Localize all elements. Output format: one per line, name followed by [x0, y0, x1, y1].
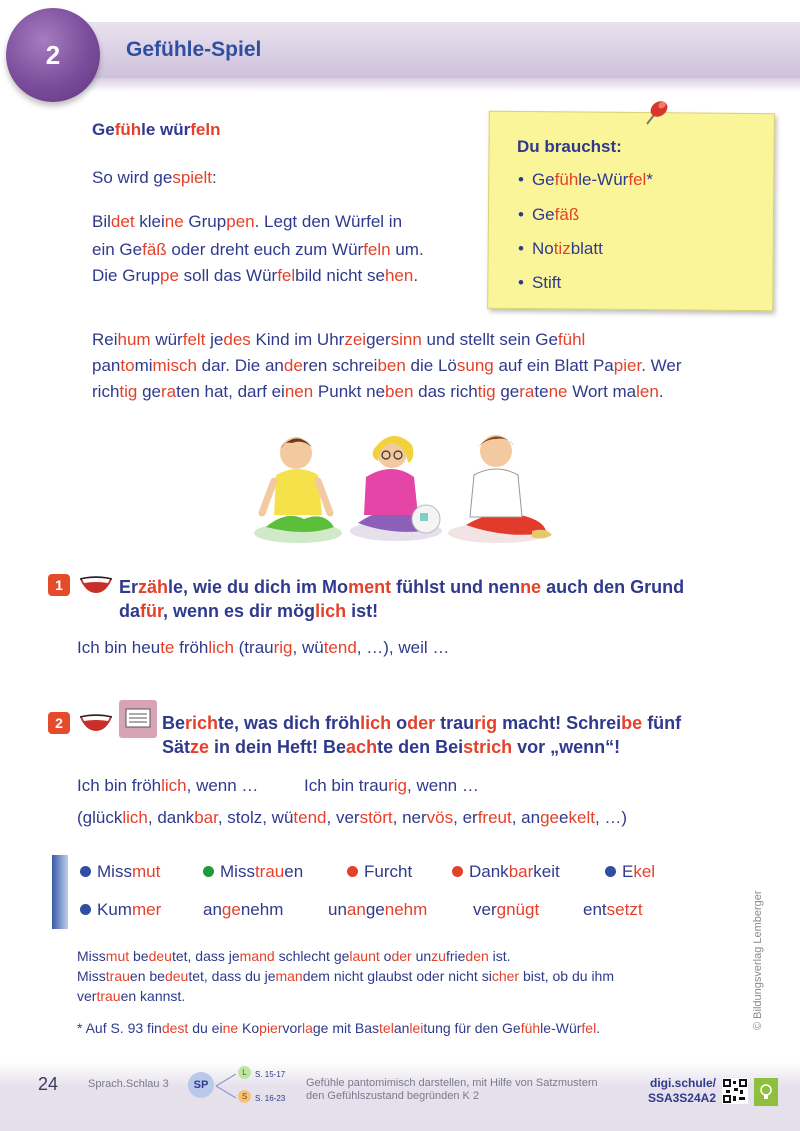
qr-code-icon[interactable]: [722, 1078, 748, 1104]
instruction-line: Bildet kleine Gruppen. Legt den Würfel in: [92, 212, 403, 231]
sp-badge: SP: [188, 1072, 214, 1098]
task-instruction: Sätze in dein Heft! Beachte den Beistrich vor „wenn“!: [162, 737, 621, 757]
instruction-line: Die Gruppe soll das Würfelbild nicht sehen.: [92, 266, 419, 285]
list-item: • Gefäß: [518, 205, 580, 224]
word-label: angenehm: [203, 900, 284, 919]
word-chip: [347, 862, 412, 882]
word-chip: [80, 900, 161, 920]
footer-description: [306, 1077, 598, 1103]
explanation-line: vertrauen kannst.: [77, 988, 186, 1004]
word-label: Ekel: [622, 862, 656, 881]
word-label: Missmut: [97, 862, 161, 881]
word-chip: [583, 900, 643, 920]
speaking-mouth-icon: [78, 573, 114, 595]
word-chip: [473, 900, 539, 920]
list-item: • Stift: [518, 273, 562, 292]
list-item: • Gefühle-Würfel*: [518, 170, 653, 189]
word-box-bar: [52, 855, 68, 929]
color-dot-icon: [203, 866, 214, 877]
digi-code: SSA3S24A2: [647, 1091, 716, 1105]
chapter-number: 2: [45, 40, 61, 70]
color-dot-icon: [80, 866, 91, 877]
task-number-badge: 1: [48, 574, 70, 596]
pushpin-icon: [637, 96, 673, 132]
word-label: unangenehm: [328, 900, 428, 919]
rules-line: richtig geraten hat, darf einen Punkt neben das richtig geratene Wort malen.: [92, 382, 664, 401]
footer-description-line: den Gefühlszustand begründen K 2: [306, 1090, 480, 1102]
arrow-icons: [214, 1070, 240, 1104]
list-item-label: Gefäß: [531, 205, 580, 224]
explanation-line: Misstrauen bedeutet, dass du jemandem nicht glaubst oder nicht sicher bist, ob du ihm: [77, 968, 614, 984]
l-reference: S. 15-17: [255, 1070, 286, 1079]
rules-line: Reihum würfelt jedes Kind im Uhrzeigersinn und stellt sein Gefühl: [92, 330, 586, 349]
s-badge: S: [238, 1090, 251, 1103]
word-label: Dankbarkeit: [469, 862, 560, 881]
word-label: vergnügt: [473, 900, 540, 919]
digi-link[interactable]: [646, 1076, 716, 1106]
speaking-mouth-icon: [78, 711, 114, 733]
task-instruction: Erzähle, wie du dich im Moment fühlst und nenne auch den Grund: [119, 577, 685, 597]
footnote: * Auf S. 93 findest du eine Kopiervorlage mit Bastelanleitung für den Gefühle-Würfel.: [77, 1020, 601, 1036]
feelings-examples: (glücklich, dankbar, stolz, wütend, verstört, nervös, erfreut, angeekelt, …): [77, 808, 628, 827]
sentence-pattern: Ich bin traurig, wenn …: [304, 776, 479, 795]
note-title: Du brauchst:: [517, 137, 622, 156]
s-reference: S. 16-23: [255, 1094, 286, 1103]
word-chip: [605, 862, 655, 882]
color-dot-icon: [80, 904, 91, 915]
list-item-label: Notizblatt: [531, 239, 603, 258]
task-instruction: Berichte, was dich fröhlich oder traurig macht! Schreibe fünf: [162, 713, 682, 733]
sentence-pattern: Ich bin heute fröhlich (traurig, wütend, …), weil …: [77, 638, 450, 657]
notebook-icon: [119, 700, 157, 738]
digi-link-line: digi.schule/: [649, 1076, 716, 1090]
color-dot-icon: [452, 866, 463, 877]
app-icon[interactable]: [754, 1078, 778, 1106]
book-title: Sprach.Schlau 3: [88, 1078, 169, 1090]
sentence-pattern: Ich bin fröhlich, wenn …: [77, 776, 259, 795]
copyright-text: © Bildungsverlag Lemberger: [752, 890, 764, 1030]
list-item-label: Gefühle-Würfel*: [531, 170, 653, 189]
rules-line: pantomimisch dar. Die anderen schreiben die Lösung auf ein Blatt Papier. Wer: [92, 356, 682, 375]
color-dot-icon: [605, 866, 616, 877]
word-chip: [203, 900, 283, 920]
list-item: • Notizblatt: [518, 239, 603, 258]
word-chip: [80, 862, 160, 882]
color-dot-icon: [347, 866, 358, 877]
word-label: Kummer: [97, 900, 162, 919]
word-label: Misstrauen: [220, 862, 304, 881]
list-item-label: Stift: [531, 273, 562, 292]
word-chip: [328, 900, 427, 920]
instruction-line: So wird gespielt:: [92, 168, 217, 187]
task-instruction: dafür, wenn es dir möglich ist!: [119, 601, 379, 621]
instruction-line: ein Gefäß oder dreht euch zum Würfeln um.: [92, 240, 424, 259]
word-chip: [203, 862, 303, 882]
page-title: Gefühle-Spiel: [126, 38, 262, 61]
section-heading: Gefühle würfeln: [92, 120, 221, 139]
word-label: entsetzt: [583, 900, 643, 919]
footer-description-line: Gefühle pantomimisch darstellen, mit Hilfe von Satzmustern: [306, 1077, 598, 1089]
task-number-badge: 2: [48, 712, 70, 734]
page-number: 24: [38, 1074, 59, 1094]
word-chip: [452, 862, 560, 882]
explanation-line: Missmut bedeutet, dass jemand schlecht gelaunt oder unzufrieden ist.: [77, 948, 511, 964]
l-badge: L: [238, 1066, 251, 1079]
word-label: Furcht: [364, 862, 413, 881]
header-shadow: [60, 78, 800, 92]
children-illustration: [246, 415, 556, 550]
